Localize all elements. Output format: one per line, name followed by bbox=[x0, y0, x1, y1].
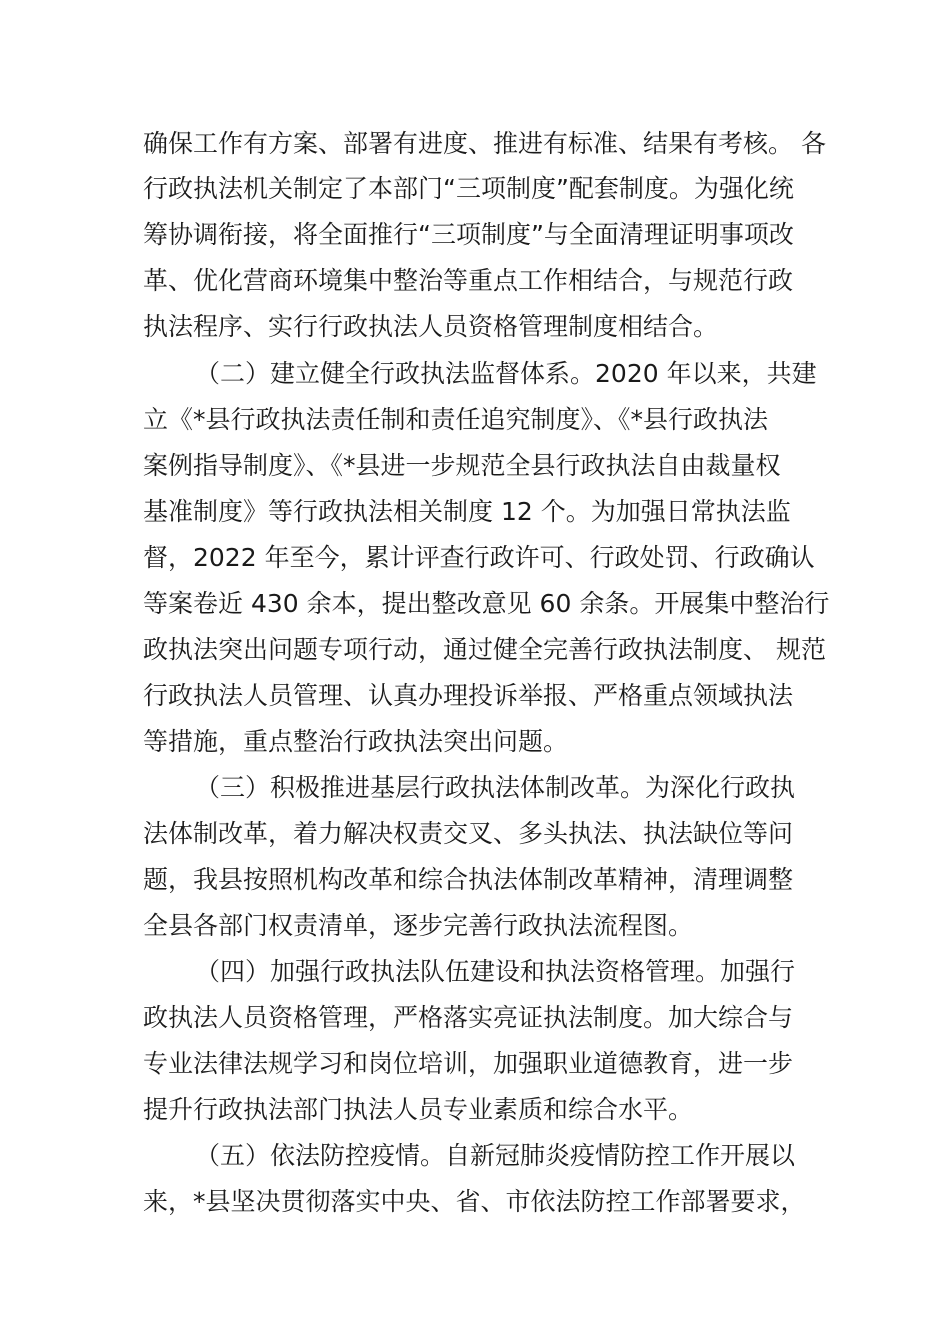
text-line: 督，2022 年至今，累计评查行政许可、行政处罚、行政确认 bbox=[143, 543, 815, 572]
text-line: 等措施，重点整治行政执法突出问题。 bbox=[143, 727, 569, 756]
text-line: 政执法人员资格管理，严格落实亮证执法制度。加大综合与 bbox=[143, 1003, 794, 1032]
text-line: 基准制度》等行政执法相关制度 12 个。为加强日常执法监 bbox=[143, 497, 791, 526]
text-line: 立《*县行政执法责任制和责任追究制度》、《*县行政执法 bbox=[143, 405, 769, 434]
section-heading-line: （三）积极推进基层行政执法体制改革。为深化行政执 bbox=[195, 773, 796, 802]
text-line: 专业法律法规学习和岗位培训，加强职业道德教育，进一步 bbox=[143, 1049, 794, 1078]
text-line: 行政执法机关制定了本部门“三项制度”配套制度。为强化统 bbox=[143, 174, 794, 203]
text-line: 执法程序、实行行政执法人员资格管理制度相结合。 bbox=[143, 312, 719, 341]
section-heading-line: （四）加强行政执法队伍建设和执法资格管理。加强行 bbox=[195, 957, 796, 986]
text-line: 提升行政执法部门执法人员专业素质和综合水平。 bbox=[143, 1095, 694, 1124]
text-line: 来，*县坚决贯彻落实中央、省、市依法防控工作部署要求， bbox=[143, 1187, 806, 1216]
text-line: 行政执法人员管理、认真办理投诉举报、严格重点领域执法 bbox=[143, 681, 794, 710]
text-line: 案例指导制度》、《*县进一步规范全县行政执法自由裁量权 bbox=[143, 451, 781, 480]
text-line: 确保工作有方案、部署有进度、推进有标准、结果有考核。 各 bbox=[143, 129, 826, 158]
text-line: 全县各部门权责清单，逐步完善行政执法流程图。 bbox=[143, 911, 694, 940]
text-line: 等案卷近 430 余本，提出整改意见 60 余条。开展集中整治行 bbox=[143, 589, 830, 618]
text-line: 法体制改革，着力解决权责交叉、多头执法、执法缺位等问 bbox=[143, 819, 794, 848]
text-line: 筹协调衔接，将全面推行“三项制度”与全面清理证明事项改 bbox=[143, 220, 794, 249]
text-line: 题，我县按照机构改革和综合执法体制改革精神，清理调整 bbox=[143, 865, 794, 894]
section-heading-line: （二）建立健全行政执法监督体系。2020 年以来，共建 bbox=[195, 359, 817, 388]
text-line: 革、优化营商环境集中整治等重点工作相结合，与规范行政 bbox=[143, 266, 794, 295]
section-heading-line: （五）依法防控疫情。自新冠肺炎疫情防控工作开展以 bbox=[195, 1141, 796, 1170]
text-line: 政执法突出问题专项行动，通过健全完善行政执法制度、 规范 bbox=[143, 635, 826, 664]
